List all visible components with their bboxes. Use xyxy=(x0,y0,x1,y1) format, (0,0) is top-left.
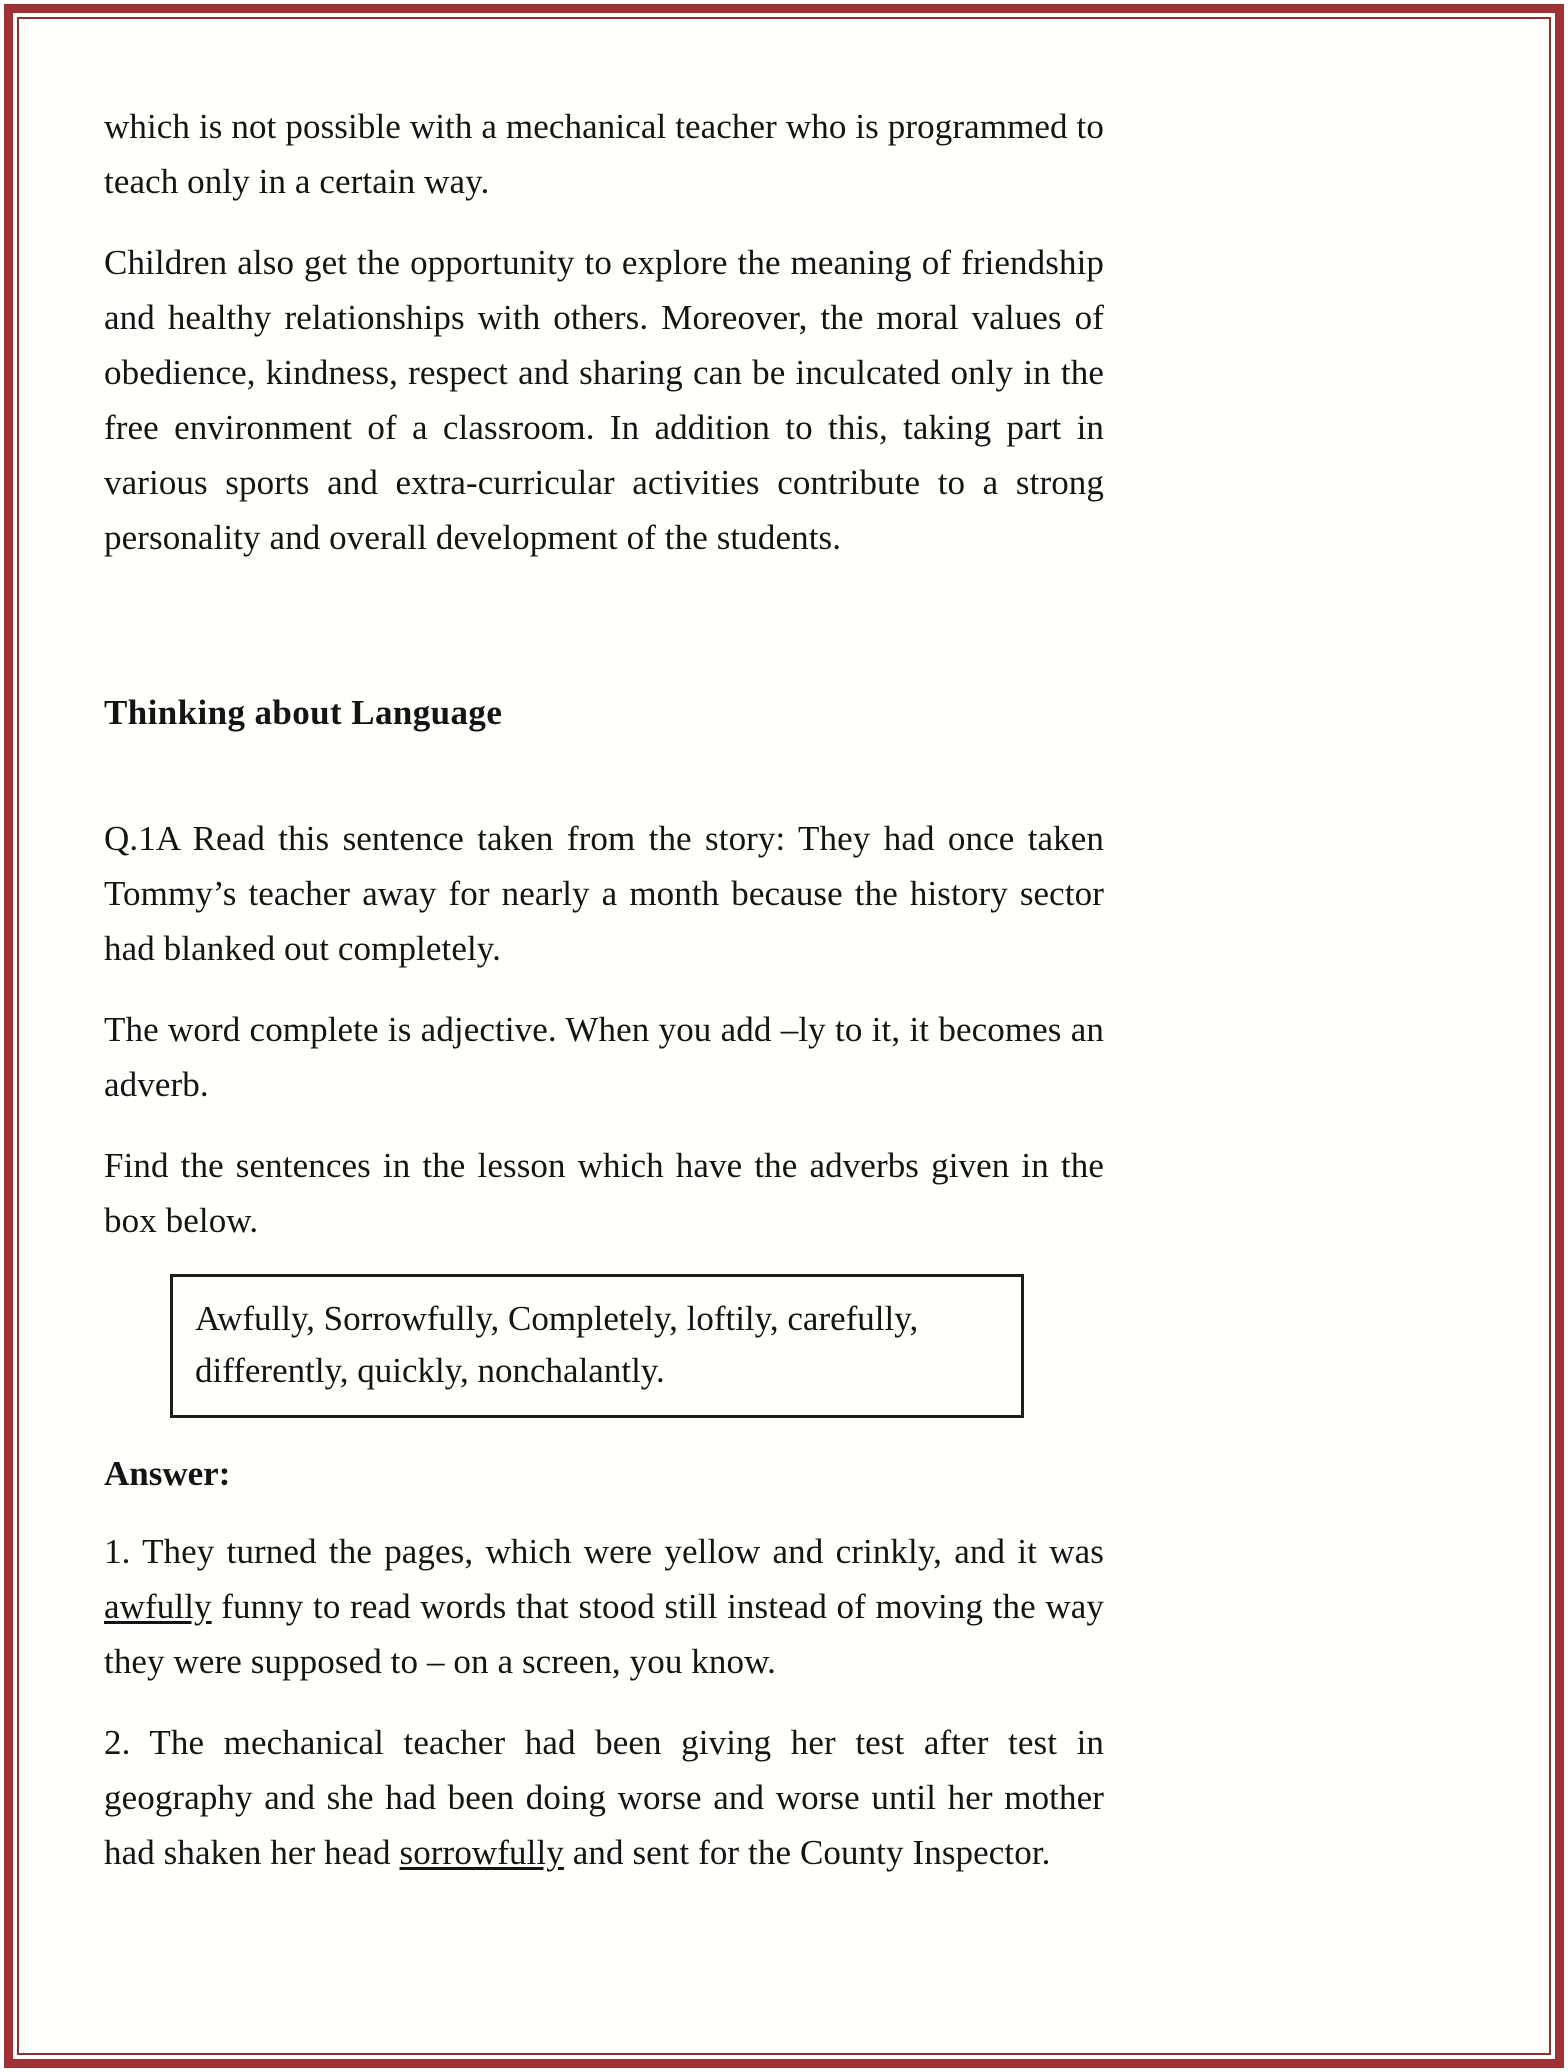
page-border-outer xyxy=(4,4,1564,2068)
spacer-below-heading xyxy=(104,739,1104,811)
answer-item-2-text-after: and sent for the County Inspector. xyxy=(563,1833,1051,1872)
answer-item-1-text-before: They turned the pages, which were yellow and crinkly, and it was xyxy=(130,1532,1104,1571)
answer-item-1-text-after: funny to read words that stood still instead of moving the way they were supposed to – on a screen, you know. xyxy=(104,1587,1104,1681)
answer-item-1-number: 1. xyxy=(104,1532,131,1571)
adverb-box-line-2: differently, quickly, nonchalantly. xyxy=(195,1351,665,1390)
adverb-box-line-1: Awfully, Sorrowfully, Completely, loftily, carefully, xyxy=(195,1299,919,1338)
question-prompt: Q.1A Read this sentence taken from the story: They had once taken Tommy’s teacher away for nearly a month because the history sector had blanked out completely. xyxy=(104,819,1104,968)
answer-item-2-adverb: sorrowfully xyxy=(399,1833,564,1872)
spacer-above-heading xyxy=(104,591,1104,625)
paragraph-continuation: which is not possible with a mechanical teacher who is programmed to teach only in a certain way. xyxy=(104,107,1104,201)
answer-item-1 xyxy=(104,1524,1104,1689)
page-border-inner xyxy=(17,17,1551,2055)
answer-item-2-number: 2. xyxy=(104,1723,131,1762)
answer-item-1-adverb: awfully xyxy=(104,1587,212,1626)
question-explanation: The word complete is adjective. When you add –ly to it, it becomes an adverb. xyxy=(104,1010,1104,1104)
question-instruction: Find the sentences in the lesson which have the adverbs given in the box below. xyxy=(104,1146,1104,1240)
adverb-word-box xyxy=(170,1274,1024,1418)
paragraph-children-friendship: Children also get the opportunity to explore the meaning of friendship and healthy relationships with others. Moreover, the moral values of obedience, kindness, respect and sharing can be inculcated only in the free environment of a classroom. In addition to this, taking part in various sports and extra-curricular activities contribute to a strong personality and overall development of the students. xyxy=(104,243,1104,557)
answer-item-2-text-before: The mechanical teacher had been giving her test after test in geography and she had been doing worse and worse until her mother had shaken her head xyxy=(104,1723,1104,1872)
answer-item-2 xyxy=(104,1715,1104,1880)
answer-heading: Answer: xyxy=(104,1454,231,1493)
page-content xyxy=(104,99,1104,1880)
section-heading: Thinking about Language xyxy=(104,693,503,732)
